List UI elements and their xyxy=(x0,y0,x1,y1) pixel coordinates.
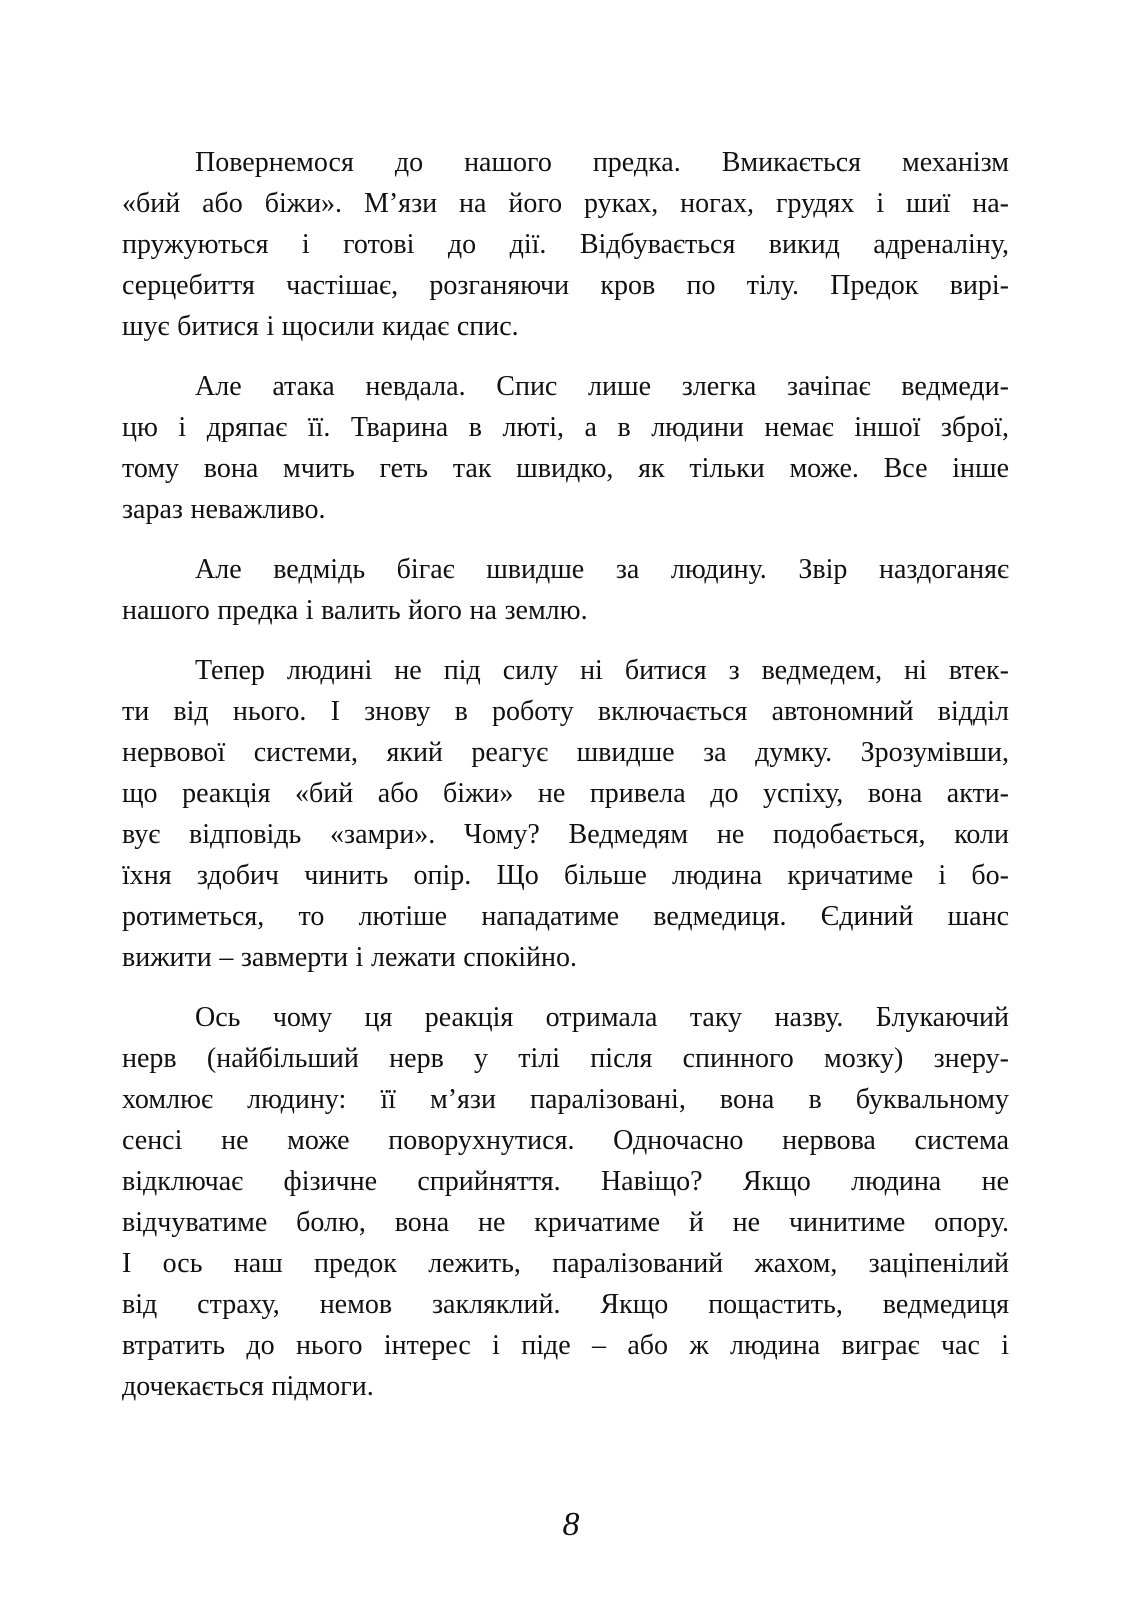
text-line: Тепер людині не під силу ні битися з ведмедем, ні втек- xyxy=(195,655,1009,686)
text-line: І ось наш предок лежить, паралізований жахом, заціпенілий xyxy=(122,1248,1009,1279)
text-line: Ось чому ця реакція отримала таку назву. Блукаючий xyxy=(195,1002,1009,1033)
text-line: ротиметься, то лютіше нападатиме ведмедиця. Єдиний шанс xyxy=(122,901,1009,932)
text-line: втратить до нього інтерес і піде – або ж людина виграє час і xyxy=(122,1330,1009,1361)
text-line: цю і дряпає її. Тварина в люті, а в людини немає іншої зброї, xyxy=(122,412,1009,443)
page-number: 8 xyxy=(562,1506,580,1543)
text-line: що реакція «бий або біжи» не привела до успіху, вона акти- xyxy=(122,778,1009,809)
text-line: нервової системи, який реагує швидше за думку. Зрозумівши, xyxy=(122,737,1009,768)
text-line: Але ведмідь бігає швидше за людину. Звір наздоганяє xyxy=(195,554,1009,585)
text-line: дочекається підмоги. xyxy=(122,1371,374,1402)
paragraph xyxy=(122,366,1009,530)
text-line: їхня здобич чинить опір. Що більше людина кричатиме і бо- xyxy=(122,860,1009,891)
text-line: нерв (найбільший нерв у тілі після спинного мозку) знеру- xyxy=(122,1043,1009,1074)
text-line: пружуються і готові до дії. Відбувається викид адреналіну, xyxy=(122,229,1009,260)
paragraph xyxy=(122,650,1009,978)
text-line: ти від нього. І знову в роботу включається автономний відділ xyxy=(122,696,1009,727)
paragraph xyxy=(122,997,1009,1407)
text-line: вижити – завмерти і лежати спокійно. xyxy=(122,942,577,973)
text-line: тому вона мчить геть так швидко, як тільки може. Все інше xyxy=(122,453,1009,484)
text-line: Але атака невдала. Спис лише злегка зачіпає ведмеди- xyxy=(195,371,1009,402)
text-line: хомлює людину: її м’язи паралізовані, вона в буквальному xyxy=(122,1084,1009,1115)
page-footer xyxy=(0,1505,1142,1545)
paragraph xyxy=(122,549,1009,631)
text-line: нашого предка і валить його на землю. xyxy=(122,595,588,626)
text-line: відключає фізичне сприйняття. Навіщо? Якщо людина не xyxy=(122,1166,1009,1197)
text-line: відчуватиме болю, вона не кричатиме й не чинитиме опору. xyxy=(122,1207,1009,1238)
text-line: зараз неважливо. xyxy=(122,494,326,525)
text-line: сенсі не може поворухнутися. Одночасно нервова система xyxy=(122,1125,1009,1156)
paragraph xyxy=(122,142,1009,347)
text-line: Повернемося до нашого предка. Вмикається механізм xyxy=(195,147,1009,178)
text-line: серцебиття частішає, розганяючи кров по тілу. Предок вирі- xyxy=(122,270,1009,301)
text-line: шує битися і щосили кидає спис. xyxy=(122,311,519,342)
text-line: від страху, немов закляклий. Якщо пощастить, ведмедиця xyxy=(122,1289,1009,1320)
text-line: «бий або біжи». М’язи на його руках, ногах, грудях і шиї на- xyxy=(122,188,1009,219)
text-line: вує відповідь «замри». Чому? Ведмедям не подобається, коли xyxy=(122,819,1009,850)
text-block xyxy=(122,142,1009,1407)
